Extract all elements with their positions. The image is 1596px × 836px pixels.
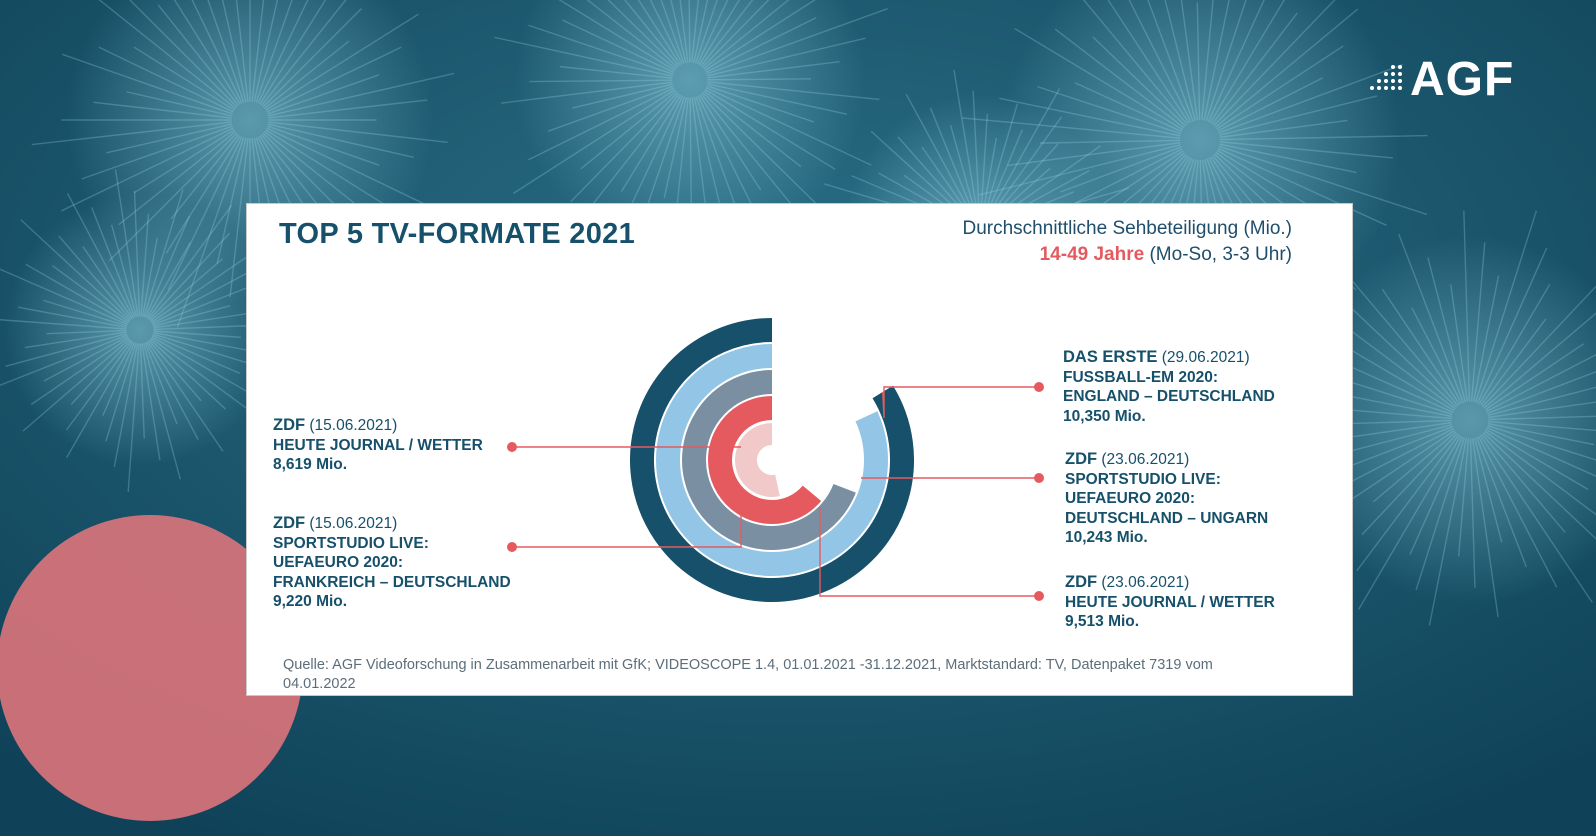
chart-card [246,203,1353,696]
leader-dot [1034,591,1044,601]
ring-rank-1 [642,330,902,590]
annotation-date: (23.06.2021) [1101,451,1190,468]
annotation-line: HEUTE JOURNAL / WETTER [1065,593,1275,611]
annotation-channel: ZDF [1065,450,1098,468]
annotation-line: SPORTSTUDIO LIVE: [273,534,429,552]
logo-text: AGF [1410,53,1515,106]
annotation-date: (15.06.2021) [309,417,398,434]
annotation-line: FRANKREICH – DEUTSCHLAND [273,573,511,591]
annotation-channel: ZDF [273,514,306,532]
annotation-line: DEUTSCHLAND – UNGARN [1065,509,1269,527]
leader-dot [1034,382,1044,392]
annotation-line: HEUTE JOURNAL / WETTER [273,436,483,454]
annotation-channel: ZDF [1065,573,1098,591]
annotation-line: ENGLAND – DEUTSCHLAND [1063,388,1275,405]
leader-dot [1034,473,1044,483]
subtitle-time-range: (Mo-So, 3-3 Uhr) [1149,244,1292,265]
annotation-date: (29.06.2021) [1161,349,1250,366]
annotation-rank-5 [273,416,483,475]
annotation-line: FUSSBALL-EM 2020: [1063,368,1219,386]
annotation-value: 10,350 Mio. [1063,407,1146,425]
chart-title: TOP 5 TV-FORMATE 2021 [279,218,636,250]
agf-logo [1366,52,1536,108]
annotation-date: (23.06.2021) [1101,574,1190,591]
leader-line [883,387,1039,418]
annotation-value: 9,513 Mio. [1065,613,1140,630]
ring-rank-5 [746,434,778,486]
annotation-line: UEFAEURO 2020: [273,554,404,571]
annotation-rank-1 [1063,348,1275,426]
annotation-date: (15.06.2021) [309,515,398,532]
annotation-line: SPORTSTUDIO LIVE: [1065,470,1221,488]
annotation-rank-4 [273,514,511,612]
logo-dots-icon [1366,62,1406,98]
annotation-value: 9,220 Mio. [273,593,348,610]
annotation-value: 8,619 Mio. [273,456,348,473]
subtitle-line1: Durchschnittliche Sehbeteiligung (Mio.) [962,218,1292,239]
annotation-channel: DAS ERSTE [1063,348,1158,366]
annotation-rank-3 [1065,573,1275,632]
firework-glow [4,194,276,466]
leader-dot [507,442,517,452]
subtitle-age-group: 14-49 Jahre [1039,244,1145,265]
annotation-rank-2 [1065,450,1268,548]
annotation-channel: ZDF [273,416,306,434]
annotation-line: UEFAEURO 2020: [1065,490,1196,507]
annotation-value: 10,243 Mio. [1065,529,1148,546]
source-note: Quelle: AGF Videoforschung in Zusammenarbeit mit GfK; VIDEOSCOPE 1.4, 01.01.2021 -31.12.2021, Marktstandard: TV, Datenpaket 7319 vom 04.01.2022 [283,657,1213,692]
